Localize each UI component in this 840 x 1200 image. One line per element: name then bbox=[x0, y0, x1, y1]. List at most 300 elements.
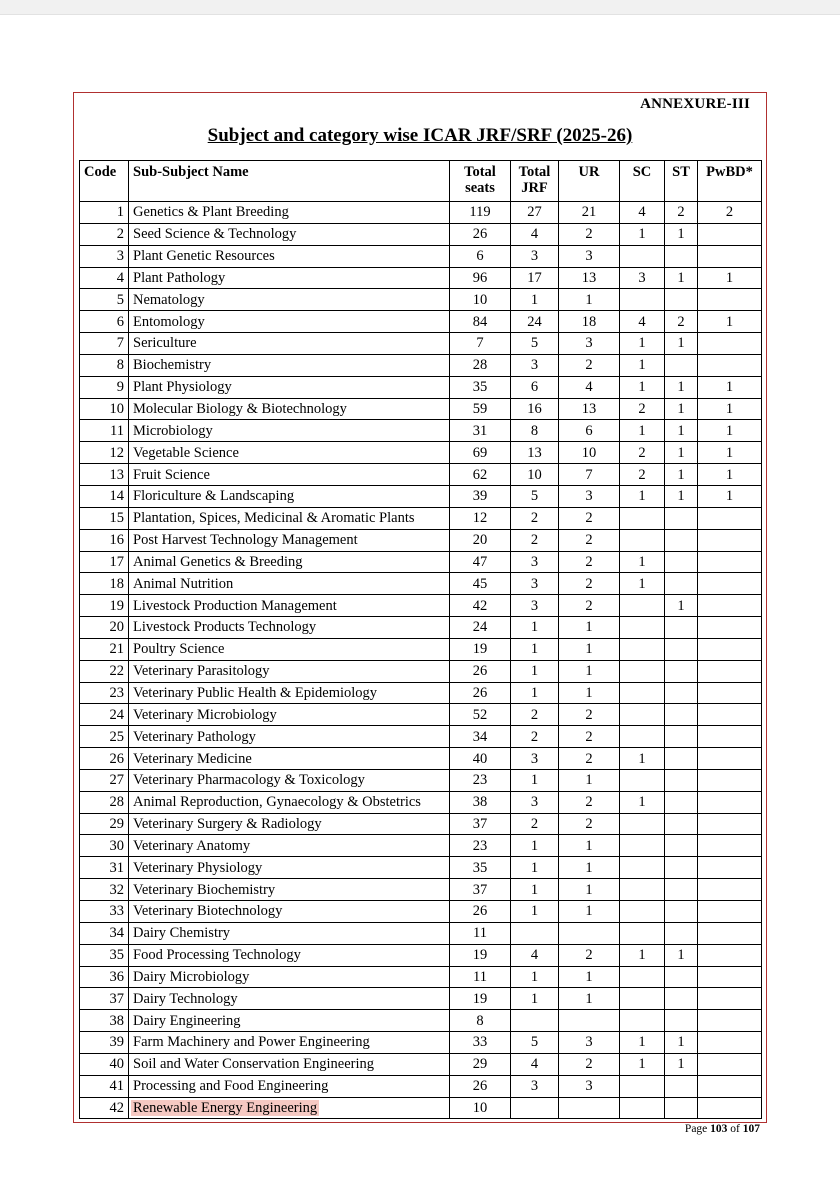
cell-total-seats: 96 bbox=[450, 267, 511, 289]
cell-sub-subject-name: Food Processing Technology bbox=[129, 944, 450, 966]
cell-sub-subject-name: Nematology bbox=[129, 289, 450, 311]
cell-total-seats: 12 bbox=[450, 507, 511, 529]
table-row bbox=[80, 922, 762, 944]
cell-pwbd bbox=[698, 857, 762, 879]
cell-pwbd bbox=[698, 682, 762, 704]
cell-total-jrf: 5 bbox=[511, 333, 559, 355]
cell-total-seats: 37 bbox=[450, 879, 511, 901]
cell-ur: 2 bbox=[559, 944, 620, 966]
cell-st bbox=[665, 617, 698, 639]
cell-ur: 2 bbox=[559, 551, 620, 573]
cell-ur: 2 bbox=[559, 507, 620, 529]
table-row bbox=[80, 704, 762, 726]
cell-pwbd bbox=[698, 879, 762, 901]
cell-code: 29 bbox=[80, 813, 129, 835]
cell-st bbox=[665, 1075, 698, 1097]
cell-ur bbox=[559, 1097, 620, 1119]
cell-st bbox=[665, 660, 698, 682]
cell-total-seats: 23 bbox=[450, 835, 511, 857]
cell-ur: 1 bbox=[559, 660, 620, 682]
cell-pwbd bbox=[698, 1097, 762, 1119]
cell-st bbox=[665, 726, 698, 748]
table-row bbox=[80, 988, 762, 1010]
table-row bbox=[80, 857, 762, 879]
cell-code: 3 bbox=[80, 245, 129, 267]
cell-total-seats: 119 bbox=[450, 202, 511, 224]
cell-sc: 2 bbox=[620, 464, 665, 486]
cell-st bbox=[665, 289, 698, 311]
cell-sc: 1 bbox=[620, 333, 665, 355]
cell-pwbd bbox=[698, 507, 762, 529]
annexure-label: ANNEXURE-III bbox=[640, 96, 750, 112]
cell-total-seats: 26 bbox=[450, 682, 511, 704]
table-row bbox=[80, 813, 762, 835]
table-row bbox=[80, 507, 762, 529]
cell-total-seats: 23 bbox=[450, 769, 511, 791]
cell-total-seats: 24 bbox=[450, 617, 511, 639]
cell-code: 26 bbox=[80, 748, 129, 770]
cell-code: 15 bbox=[80, 507, 129, 529]
cell-pwbd bbox=[698, 223, 762, 245]
cell-total-jrf: 10 bbox=[511, 464, 559, 486]
cell-st bbox=[665, 857, 698, 879]
cell-code: 31 bbox=[80, 857, 129, 879]
cell-pwbd bbox=[698, 835, 762, 857]
table-row bbox=[80, 595, 762, 617]
cell-sc bbox=[620, 617, 665, 639]
table-row bbox=[80, 202, 762, 224]
cell-ur: 2 bbox=[559, 726, 620, 748]
cell-sub-subject-name: Microbiology bbox=[129, 420, 450, 442]
cell-total-seats: 84 bbox=[450, 311, 511, 333]
cell-sc bbox=[620, 704, 665, 726]
cell-pwbd bbox=[698, 595, 762, 617]
cell-pwbd: 1 bbox=[698, 442, 762, 464]
page-number: Page 103 of 107 bbox=[684, 1123, 760, 1135]
table-row bbox=[80, 420, 762, 442]
cell-pwbd bbox=[698, 944, 762, 966]
cell-pwbd bbox=[698, 726, 762, 748]
cell-ur: 1 bbox=[559, 289, 620, 311]
table-body bbox=[80, 202, 762, 1119]
cell-sub-subject-name: Dairy Microbiology bbox=[129, 966, 450, 988]
header-ur: UR bbox=[559, 161, 620, 202]
cell-st: 1 bbox=[665, 376, 698, 398]
table-row bbox=[80, 333, 762, 355]
cell-sub-subject-name: Plant Pathology bbox=[129, 267, 450, 289]
cell-sc bbox=[620, 660, 665, 682]
cell-ur: 1 bbox=[559, 966, 620, 988]
header-sc: SC bbox=[620, 161, 665, 202]
cell-code: 4 bbox=[80, 267, 129, 289]
cell-total-seats: 10 bbox=[450, 1097, 511, 1119]
header-sub-subject-name: Sub-Subject Name bbox=[129, 161, 450, 202]
highlighted-text: Renewable Energy Engineering bbox=[133, 1100, 318, 1117]
cell-total-jrf: 1 bbox=[511, 988, 559, 1010]
cell-code: 34 bbox=[80, 922, 129, 944]
cell-code: 42 bbox=[80, 1097, 129, 1119]
cell-code: 40 bbox=[80, 1053, 129, 1075]
cell-pwbd: 1 bbox=[698, 464, 762, 486]
table-row bbox=[80, 769, 762, 791]
cell-st bbox=[665, 573, 698, 595]
cell-total-seats: 26 bbox=[450, 223, 511, 245]
page-title: Subject and category wise ICAR JRF/SRF (2025-26) bbox=[207, 125, 633, 146]
cell-total-jrf: 1 bbox=[511, 289, 559, 311]
cell-sc: 3 bbox=[620, 267, 665, 289]
cell-total-jrf: 2 bbox=[511, 507, 559, 529]
cell-ur: 3 bbox=[559, 245, 620, 267]
cell-sc bbox=[620, 682, 665, 704]
cell-ur: 10 bbox=[559, 442, 620, 464]
cell-total-jrf: 6 bbox=[511, 376, 559, 398]
cell-ur: 2 bbox=[559, 223, 620, 245]
cell-st bbox=[665, 551, 698, 573]
cell-code: 5 bbox=[80, 289, 129, 311]
cell-pwbd bbox=[698, 1010, 762, 1032]
cell-st: 1 bbox=[665, 464, 698, 486]
cell-code: 32 bbox=[80, 879, 129, 901]
cell-ur: 2 bbox=[559, 813, 620, 835]
cell-code: 1 bbox=[80, 202, 129, 224]
table-row bbox=[80, 354, 762, 376]
cell-total-jrf: 1 bbox=[511, 682, 559, 704]
table-row bbox=[80, 617, 762, 639]
cell-st bbox=[665, 245, 698, 267]
cell-st: 1 bbox=[665, 420, 698, 442]
cell-total-jrf: 13 bbox=[511, 442, 559, 464]
cell-total-seats: 10 bbox=[450, 289, 511, 311]
cell-code: 14 bbox=[80, 485, 129, 507]
cell-total-seats: 33 bbox=[450, 1032, 511, 1054]
table-row bbox=[80, 966, 762, 988]
cell-st bbox=[665, 529, 698, 551]
cell-sub-subject-name: Floriculture & Landscaping bbox=[129, 485, 450, 507]
cell-total-jrf: 8 bbox=[511, 420, 559, 442]
cell-st bbox=[665, 901, 698, 923]
cell-ur bbox=[559, 1010, 620, 1032]
cell-sub-subject-name: Farm Machinery and Power Engineering bbox=[129, 1032, 450, 1054]
cell-st bbox=[665, 922, 698, 944]
cell-pwbd bbox=[698, 573, 762, 595]
cell-sc bbox=[620, 901, 665, 923]
cell-sub-subject-name: Veterinary Medicine bbox=[129, 748, 450, 770]
cell-ur: 1 bbox=[559, 835, 620, 857]
table-row bbox=[80, 1053, 762, 1075]
cell-total-jrf: 3 bbox=[511, 573, 559, 595]
cell-sc bbox=[620, 507, 665, 529]
table-row bbox=[80, 726, 762, 748]
cell-total-seats: 26 bbox=[450, 1075, 511, 1097]
cell-sub-subject-name: Veterinary Biochemistry bbox=[129, 879, 450, 901]
cell-ur: 2 bbox=[559, 791, 620, 813]
table-row bbox=[80, 1097, 762, 1119]
table-row bbox=[80, 573, 762, 595]
cell-pwbd: 1 bbox=[698, 267, 762, 289]
cell-sc: 1 bbox=[620, 376, 665, 398]
cell-sc: 1 bbox=[620, 1053, 665, 1075]
cell-sc bbox=[620, 922, 665, 944]
cell-st bbox=[665, 638, 698, 660]
cell-total-jrf: 2 bbox=[511, 704, 559, 726]
cell-total-jrf: 1 bbox=[511, 638, 559, 660]
table-row bbox=[80, 1032, 762, 1054]
cell-sub-subject-name: Molecular Biology & Biotechnology bbox=[129, 398, 450, 420]
cell-total-jrf bbox=[511, 1010, 559, 1032]
table-row bbox=[80, 464, 762, 486]
header-pwbd: PwBD* bbox=[698, 161, 762, 202]
cell-ur: 1 bbox=[559, 857, 620, 879]
header-code: Code bbox=[80, 161, 129, 202]
cell-total-jrf: 2 bbox=[511, 529, 559, 551]
cell-code: 20 bbox=[80, 617, 129, 639]
cell-st bbox=[665, 704, 698, 726]
cell-sc bbox=[620, 857, 665, 879]
cell-pwbd bbox=[698, 354, 762, 376]
cell-st bbox=[665, 966, 698, 988]
cell-sub-subject-name: Genetics & Plant Breeding bbox=[129, 202, 450, 224]
cell-st: 2 bbox=[665, 202, 698, 224]
cell-sub-subject-name: Sericulture bbox=[129, 333, 450, 355]
cell-sc: 1 bbox=[620, 748, 665, 770]
cell-st: 1 bbox=[665, 398, 698, 420]
cell-total-seats: 26 bbox=[450, 901, 511, 923]
cell-sc: 4 bbox=[620, 202, 665, 224]
cell-total-jrf: 1 bbox=[511, 660, 559, 682]
cell-ur: 13 bbox=[559, 398, 620, 420]
cell-code: 8 bbox=[80, 354, 129, 376]
cell-total-seats: 31 bbox=[450, 420, 511, 442]
cell-sub-subject-name: Entomology bbox=[129, 311, 450, 333]
cell-total-seats: 11 bbox=[450, 966, 511, 988]
cell-sub-subject-name: Animal Reproduction, Gynaecology & Obstetrics bbox=[129, 791, 450, 813]
cell-st bbox=[665, 1097, 698, 1119]
cell-st bbox=[665, 507, 698, 529]
table-row bbox=[80, 748, 762, 770]
cell-sub-subject-name: Fruit Science bbox=[129, 464, 450, 486]
cell-pwbd bbox=[698, 748, 762, 770]
cell-sc bbox=[620, 1097, 665, 1119]
cell-st: 2 bbox=[665, 311, 698, 333]
cell-sc bbox=[620, 245, 665, 267]
cell-st: 1 bbox=[665, 442, 698, 464]
cell-total-seats: 26 bbox=[450, 660, 511, 682]
cell-code: 22 bbox=[80, 660, 129, 682]
table-row bbox=[80, 551, 762, 573]
cell-total-jrf bbox=[511, 922, 559, 944]
table-row bbox=[80, 311, 762, 333]
cell-sc bbox=[620, 529, 665, 551]
cell-st bbox=[665, 791, 698, 813]
cell-pwbd bbox=[698, 333, 762, 355]
cell-sc: 1 bbox=[620, 420, 665, 442]
cell-total-seats: 40 bbox=[450, 748, 511, 770]
table-row bbox=[80, 289, 762, 311]
cell-total-seats: 6 bbox=[450, 245, 511, 267]
table-header-row bbox=[80, 161, 762, 202]
cell-pwbd bbox=[698, 289, 762, 311]
cell-sub-subject-name: Plant Physiology bbox=[129, 376, 450, 398]
cell-pwbd bbox=[698, 1032, 762, 1054]
cell-pwbd bbox=[698, 1053, 762, 1075]
cell-total-jrf: 1 bbox=[511, 857, 559, 879]
cell-ur: 3 bbox=[559, 333, 620, 355]
table-row bbox=[80, 442, 762, 464]
cell-ur: 1 bbox=[559, 617, 620, 639]
cell-sc: 1 bbox=[620, 354, 665, 376]
cell-sub-subject-name: Veterinary Microbiology bbox=[129, 704, 450, 726]
cell-sub-subject-name: Plantation, Spices, Medicinal & Aromatic Plants bbox=[129, 507, 450, 529]
cell-code: 41 bbox=[80, 1075, 129, 1097]
cell-ur: 1 bbox=[559, 638, 620, 660]
cell-code: 2 bbox=[80, 223, 129, 245]
cell-code: 28 bbox=[80, 791, 129, 813]
cell-pwbd bbox=[698, 551, 762, 573]
table-row bbox=[80, 485, 762, 507]
cell-ur: 1 bbox=[559, 682, 620, 704]
cell-total-jrf: 1 bbox=[511, 901, 559, 923]
cell-sub-subject-name: Post Harvest Technology Management bbox=[129, 529, 450, 551]
cell-sub-subject-name: Veterinary Pathology bbox=[129, 726, 450, 748]
cell-code: 30 bbox=[80, 835, 129, 857]
cell-code: 13 bbox=[80, 464, 129, 486]
cell-code: 33 bbox=[80, 901, 129, 923]
cell-sub-subject-name: Animal Nutrition bbox=[129, 573, 450, 595]
cell-ur: 2 bbox=[559, 1053, 620, 1075]
cell-total-seats: 28 bbox=[450, 354, 511, 376]
cell-sub-subject-name: Livestock Products Technology bbox=[129, 617, 450, 639]
cell-sub-subject-name: Veterinary Pharmacology & Toxicology bbox=[129, 769, 450, 791]
header-total-jrf: Total JRF bbox=[511, 161, 559, 202]
cell-total-seats: 69 bbox=[450, 442, 511, 464]
cell-sc: 2 bbox=[620, 442, 665, 464]
cell-code: 10 bbox=[80, 398, 129, 420]
cell-total-jrf: 3 bbox=[511, 245, 559, 267]
cell-ur: 3 bbox=[559, 1075, 620, 1097]
cell-sc bbox=[620, 988, 665, 1010]
cell-st bbox=[665, 879, 698, 901]
cell-code: 37 bbox=[80, 988, 129, 1010]
cell-sub-subject-name bbox=[129, 1097, 450, 1119]
cell-sc: 2 bbox=[620, 398, 665, 420]
cell-pwbd: 1 bbox=[698, 485, 762, 507]
cell-sub-subject-name: Veterinary Surgery & Radiology bbox=[129, 813, 450, 835]
cell-sc: 1 bbox=[620, 791, 665, 813]
cell-sc: 1 bbox=[620, 1032, 665, 1054]
cell-code: 16 bbox=[80, 529, 129, 551]
cell-total-seats: 45 bbox=[450, 573, 511, 595]
cell-code: 27 bbox=[80, 769, 129, 791]
cell-pwbd: 1 bbox=[698, 398, 762, 420]
cell-ur: 3 bbox=[559, 1032, 620, 1054]
cell-st bbox=[665, 988, 698, 1010]
cell-sub-subject-name: Seed Science & Technology bbox=[129, 223, 450, 245]
cell-pwbd bbox=[698, 1075, 762, 1097]
cell-sub-subject-name: Livestock Production Management bbox=[129, 595, 450, 617]
cell-st bbox=[665, 682, 698, 704]
table-row bbox=[80, 901, 762, 923]
table-row bbox=[80, 398, 762, 420]
cell-st bbox=[665, 769, 698, 791]
cell-code: 17 bbox=[80, 551, 129, 573]
cell-st bbox=[665, 813, 698, 835]
cell-ur: 4 bbox=[559, 376, 620, 398]
cell-ur: 1 bbox=[559, 769, 620, 791]
cell-code: 25 bbox=[80, 726, 129, 748]
cell-st: 1 bbox=[665, 223, 698, 245]
cell-pwbd bbox=[698, 791, 762, 813]
cell-sub-subject-name: Processing and Food Engineering bbox=[129, 1075, 450, 1097]
cell-ur: 1 bbox=[559, 988, 620, 1010]
cell-code: 36 bbox=[80, 966, 129, 988]
cell-sc: 1 bbox=[620, 223, 665, 245]
table-row bbox=[80, 879, 762, 901]
cell-sc: 1 bbox=[620, 573, 665, 595]
cell-ur: 6 bbox=[559, 420, 620, 442]
cell-sc bbox=[620, 1010, 665, 1032]
cell-total-jrf: 3 bbox=[511, 791, 559, 813]
table-row bbox=[80, 944, 762, 966]
cell-total-jrf: 27 bbox=[511, 202, 559, 224]
cell-sc bbox=[620, 726, 665, 748]
cell-total-seats: 8 bbox=[450, 1010, 511, 1032]
cell-sc bbox=[620, 289, 665, 311]
cell-code: 39 bbox=[80, 1032, 129, 1054]
header-st: ST bbox=[665, 161, 698, 202]
cell-pwbd: 1 bbox=[698, 376, 762, 398]
cell-total-jrf: 3 bbox=[511, 551, 559, 573]
cell-pwbd bbox=[698, 638, 762, 660]
cell-sub-subject-name: Veterinary Physiology bbox=[129, 857, 450, 879]
header-total-seats: Total seats bbox=[450, 161, 511, 202]
cell-total-jrf: 2 bbox=[511, 813, 559, 835]
cell-code: 21 bbox=[80, 638, 129, 660]
table-row bbox=[80, 682, 762, 704]
cell-total-jrf: 24 bbox=[511, 311, 559, 333]
cell-total-seats: 34 bbox=[450, 726, 511, 748]
cell-ur: 3 bbox=[559, 485, 620, 507]
cell-sc bbox=[620, 813, 665, 835]
table-row bbox=[80, 660, 762, 682]
cell-ur: 2 bbox=[559, 529, 620, 551]
cell-st: 1 bbox=[665, 595, 698, 617]
cell-sub-subject-name: Biochemistry bbox=[129, 354, 450, 376]
cell-total-seats: 19 bbox=[450, 988, 511, 1010]
cell-pwbd bbox=[698, 660, 762, 682]
cell-total-seats: 29 bbox=[450, 1053, 511, 1075]
cell-ur: 2 bbox=[559, 748, 620, 770]
cell-total-jrf: 1 bbox=[511, 835, 559, 857]
cell-sc: 1 bbox=[620, 485, 665, 507]
cell-ur bbox=[559, 922, 620, 944]
cell-code: 23 bbox=[80, 682, 129, 704]
seats-table bbox=[79, 160, 762, 1119]
cell-ur: 1 bbox=[559, 879, 620, 901]
cell-st bbox=[665, 354, 698, 376]
cell-pwbd: 1 bbox=[698, 311, 762, 333]
cell-total-jrf: 1 bbox=[511, 966, 559, 988]
table-row bbox=[80, 267, 762, 289]
cell-pwbd bbox=[698, 617, 762, 639]
cell-code: 11 bbox=[80, 420, 129, 442]
cell-ur: 21 bbox=[559, 202, 620, 224]
cell-pwbd bbox=[698, 988, 762, 1010]
table-row bbox=[80, 835, 762, 857]
cell-sub-subject-name: Dairy Chemistry bbox=[129, 922, 450, 944]
cell-total-seats: 35 bbox=[450, 857, 511, 879]
cell-total-jrf: 17 bbox=[511, 267, 559, 289]
cell-sc: 1 bbox=[620, 551, 665, 573]
